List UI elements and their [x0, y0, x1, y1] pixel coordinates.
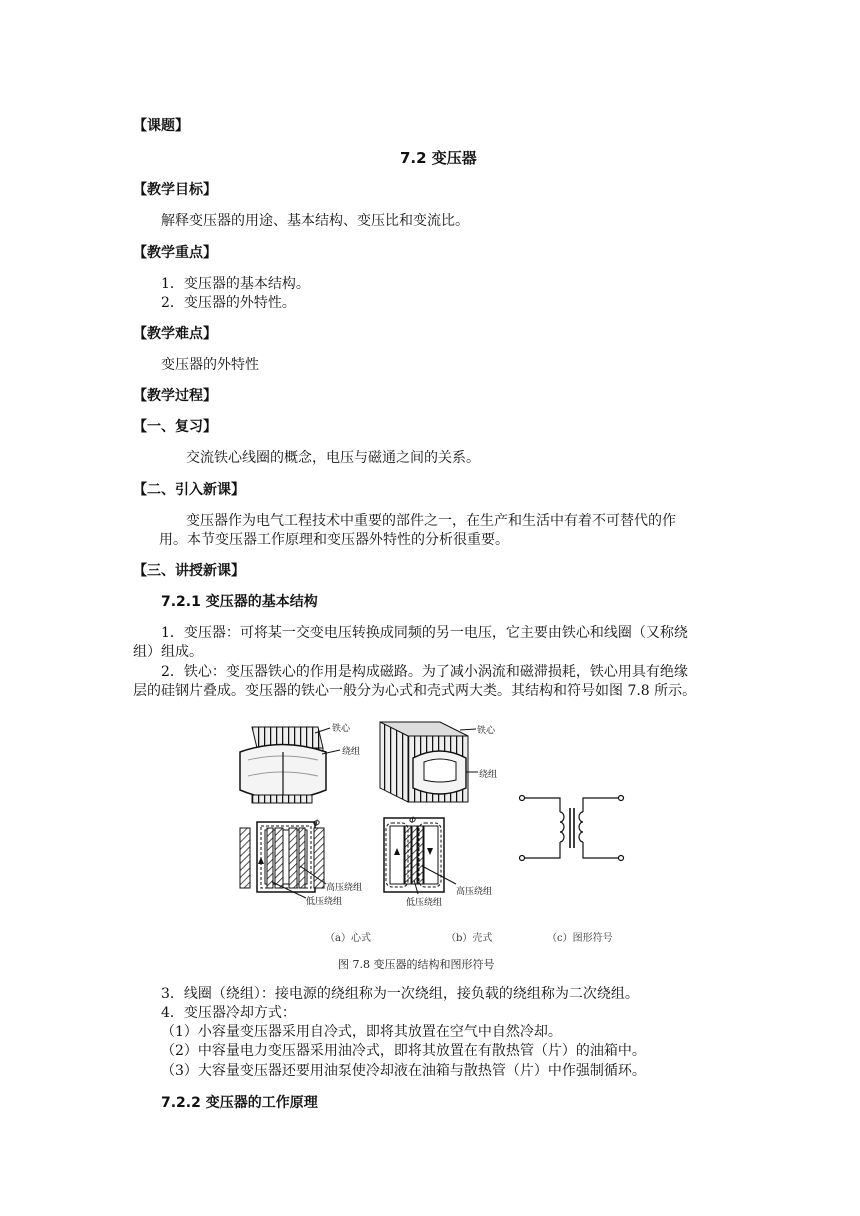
label-winding-b: 绕组 — [479, 770, 498, 780]
objectives-header: 【教学目标】 — [133, 182, 217, 198]
key-point-2: 2．变压器的外特性。 — [161, 295, 296, 311]
process-header: 【教学过程】 — [133, 388, 217, 404]
label-hv-winding-a: 高压绕组 — [326, 883, 363, 893]
intro-header: 【二、引入新课】 — [133, 482, 245, 498]
para2-line-1: 3．线圈（绕组）：接电源的绕组称为一次绕组，接负载的绕组称为二次绕组。 — [161, 986, 639, 1002]
para-line-4: 层的硅钢片叠成。变压器的铁心一般分为心式和壳式两大类。其结构和符号如图 7.8 所示。 — [133, 683, 697, 699]
para2-line-2: 4．变压器冷却方式： — [161, 1005, 296, 1021]
review-text: 交流铁心线圈的概念，电压与磁通之间的关系。 — [186, 450, 480, 466]
label-hv-winding-b: 高压绕组 — [456, 887, 493, 897]
shell-type-section-diagram — [384, 818, 456, 894]
transformer-symbol — [520, 796, 624, 861]
section-721-heading: 7.2.1 变压器的基本结构 — [161, 594, 318, 610]
key-point-1: 1．变压器的基本结构。 — [161, 276, 310, 292]
sub-caption-b: （b）壳式 — [446, 933, 493, 944]
topic-header: 【课题】 — [133, 118, 189, 134]
para-line-1: 1．变压器：可将某一交变电压转换成同频的另一电压，它主要由铁心和线圈（又称绕 — [161, 625, 688, 641]
core-type-3d-illustration — [240, 727, 340, 803]
label-iron-core-a: 铁心 — [332, 724, 351, 734]
core-type-section-diagram — [240, 822, 326, 898]
review-header: 【一、复习】 — [133, 419, 217, 435]
label-lv-winding-b: 低压绕组 — [406, 898, 443, 908]
sub-caption-c: （c）图形符号 — [547, 933, 613, 944]
para-line-3: 2．铁心：变压器铁心的作用是构成磁路。为了减小涡流和磁滞损耗，铁心用具有绝缘 — [161, 664, 688, 680]
difficulties-text: 变压器的外特性 — [161, 357, 259, 373]
label-iron-core-b: 铁心 — [477, 726, 496, 736]
sub-caption-a: （a）心式 — [325, 933, 371, 944]
label-flux-a: Φ — [313, 819, 321, 829]
key-points-header: 【教学重点】 — [133, 245, 217, 261]
para2-line-5: （3）大容量变压器还要用油泵使冷却液在油箱与散热管（片）中作强制循环。 — [161, 1063, 646, 1079]
lesson-title: 7.2 变压器 — [400, 149, 477, 167]
difficulties-header: 【教学难点】 — [133, 326, 217, 342]
figure-caption: 图 7.8 变压器的结构和图形符号 — [338, 958, 495, 971]
section-722-heading: 7.2.2 变压器的工作原理 — [161, 1095, 318, 1111]
objectives-text: 解释变压器的用途、基本结构、变压比和变流比。 — [161, 213, 469, 229]
teaching-header: 【三、讲授新课】 — [133, 563, 245, 579]
label-flux-b: Φ — [409, 816, 417, 826]
intro-line-1: 变压器作为电气工程技术中重要的部件之一，在生产和生活中有着不可替代的作 — [186, 513, 676, 529]
shell-type-3d-illustration — [380, 722, 478, 802]
intro-line-2: 用。本节变压器工作原理和变压器外特性的分析很重要。 — [159, 532, 509, 548]
label-winding-a: 绕组 — [342, 747, 361, 757]
para2-line-4: （2）中容量电力变压器采用油冷式，即将其放置在有散热管（片）的油箱中。 — [161, 1043, 646, 1059]
para2-line-3: （1）小容量变压器采用自冷式，即将其放置在空气中自然冷却。 — [161, 1024, 562, 1040]
label-lv-winding-a: 低压绕组 — [306, 897, 343, 907]
para-line-2: 组）组成。 — [133, 644, 203, 660]
